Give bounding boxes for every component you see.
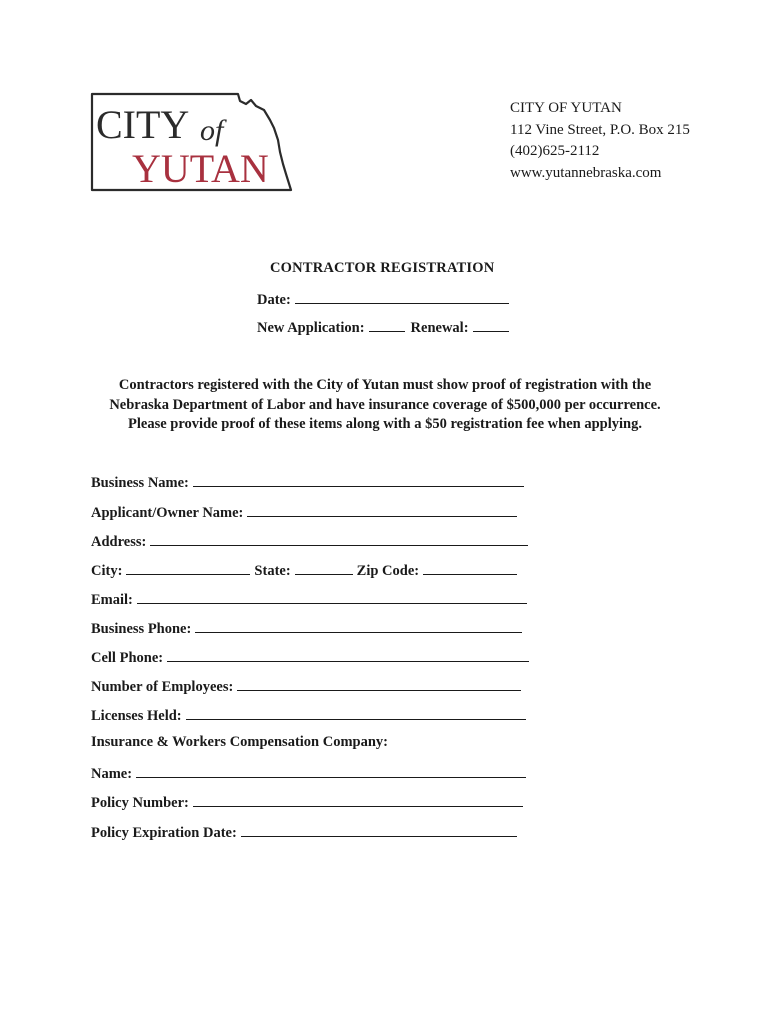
policy-expiration-row	[91, 822, 517, 842]
street-address: 112 Vine Street, P.O. Box 215	[510, 121, 690, 138]
intro-paragraph	[60, 376, 710, 435]
business-phone-field[interactable]	[195, 618, 522, 633]
insurer-name-row	[91, 763, 526, 783]
zip-code-field[interactable]	[423, 560, 517, 575]
policy-number-field[interactable]	[193, 792, 523, 807]
applicant-owner-label: Applicant/Owner Name:	[91, 505, 244, 521]
new-application-label: New Application:	[257, 320, 365, 336]
application-type-row	[257, 318, 509, 337]
licenses-label: Licenses Held:	[91, 708, 182, 724]
new-application-field[interactable]	[369, 318, 405, 332]
intro-line-2: Nebraska Department of Labor and have insurance coverage of $500,000 per occurrence.	[109, 396, 661, 413]
date-field[interactable]	[295, 290, 509, 304]
applicant-owner-field[interactable]	[247, 502, 517, 517]
contact-address-block	[510, 98, 690, 184]
logo-yutan-text: YUTAN	[132, 146, 269, 191]
state-field[interactable]	[295, 560, 353, 575]
licenses-field[interactable]	[186, 705, 526, 720]
renewal-field[interactable]	[473, 318, 509, 332]
website-link[interactable]: www.yutannebraska.com	[510, 164, 662, 181]
insurer-name-field[interactable]	[136, 763, 526, 778]
cell-phone-row	[91, 647, 529, 667]
address-row	[91, 531, 528, 551]
email-field[interactable]	[137, 589, 527, 604]
licenses-row	[91, 705, 526, 725]
state-label: State:	[254, 563, 291, 579]
insurer-name-label: Name:	[91, 766, 133, 782]
business-phone-label: Business Phone:	[91, 621, 192, 637]
cell-phone-field[interactable]	[167, 647, 529, 662]
intro-line-3: Please provide proof of these items along with a $50 registration fee when applying.	[128, 416, 642, 432]
city-field[interactable]	[126, 560, 250, 575]
email-label: Email:	[91, 592, 133, 608]
intro-line-1: Contractors registered with the City of Yutan must show proof of registration with the	[118, 377, 652, 393]
org-name: CITY OF YUTAN	[510, 100, 622, 116]
phone-number: (402)625-2112	[510, 143, 600, 159]
logo-city-text: CITY	[96, 102, 190, 147]
city-state-zip-row	[91, 560, 517, 580]
employees-label: Number of Employees:	[91, 679, 234, 695]
zip-code-label: Zip Code:	[356, 563, 420, 579]
address-label: Address:	[91, 534, 147, 550]
city-logo	[88, 90, 293, 194]
applicant-owner-row	[91, 502, 517, 522]
business-phone-row	[91, 618, 522, 638]
policy-expiration-field[interactable]	[241, 822, 517, 837]
policy-expiration-label: Policy Expiration Date:	[91, 825, 237, 841]
policy-number-label: Policy Number:	[91, 795, 189, 811]
insurance-heading-row	[91, 734, 388, 754]
city-label: City:	[91, 563, 123, 579]
insurance-heading: Insurance & Workers Compensation Company:	[91, 734, 389, 750]
business-name-field[interactable]	[193, 472, 524, 487]
date-row	[257, 290, 509, 309]
logo-of-text: of	[200, 114, 224, 147]
page-title: CONTRACTOR REGISTRATION	[270, 260, 495, 276]
address-field[interactable]	[150, 531, 528, 546]
employees-field[interactable]	[237, 676, 521, 691]
email-row	[91, 589, 527, 609]
date-label: Date:	[257, 292, 291, 308]
employees-row	[91, 676, 521, 696]
business-name-label: Business Name:	[91, 475, 189, 491]
nebraska-outline-logo	[88, 90, 293, 194]
cell-phone-label: Cell Phone:	[91, 650, 164, 666]
business-name-row	[91, 472, 524, 492]
renewal-label: Renewal:	[410, 320, 469, 336]
policy-number-row	[91, 792, 523, 812]
